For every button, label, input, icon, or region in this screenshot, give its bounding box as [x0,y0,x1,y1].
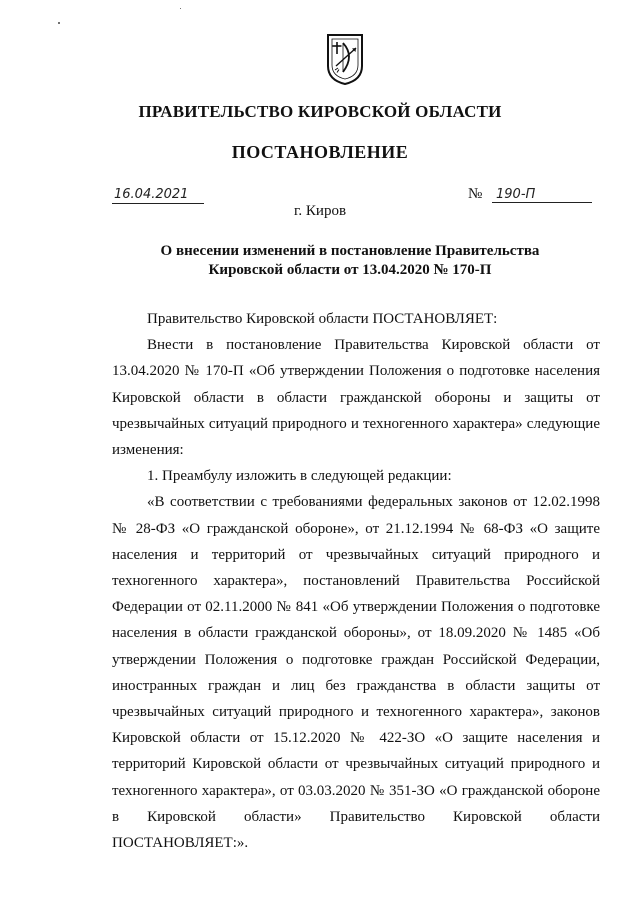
coat-of-arms-emblem [325,32,365,86]
document-date: 16.04.2021 [112,187,204,204]
document-city: г. Киров [293,203,347,219]
number-sign: № [468,186,483,202]
document-heading [60,242,640,280]
document-type-title: ПОСТАНОВЛЕНИЕ [231,142,409,162]
scan-artifact [58,22,60,24]
document-number: 190-П [492,188,592,203]
paragraph-amendment: Внести в постановление Правительства Кировской области от 13.04.2020 № 170-П «Об утверждении Положения о подготовке населения Кировской области в области гражданской обороны и защиты от чрезвычайных ситуаций природного и техногенного характера» следующие изменения: [112,337,600,459]
heading-line-2: Кировской области от 13.04.2020 № 170-П [208,262,492,278]
paragraph-resolves: Правительство Кировской области ПОСТАНОВЛЯЕТ: [147,311,498,327]
heading-line-1: О внесении изменений в постановление Правительства [160,243,540,259]
paragraph-preamble: «В соответствии с требованиями федеральных законов от 12.02.1998 № 28-ФЗ «О гражданской обороне», от 21.12.1994 № 68-ФЗ «О защите населения и территорий от чрезвычайных ситуаций природного и техногенного характера», постановлений Правительства Российской Федерации от 02.11.2000 № 841 «Об утверждении Положения о подготовке населения в области гражданской обороны», от 18.09.2020 № 1485 «Об утверждении Положения о подготовке граждан Российской Федерации, иностранных граждан и лиц без гражданства в области защиты от чрезвычайных ситуаций природного и техногенного характера», законов Кировской области от 15.12.2020 № 422-ЗО «О защите населения и территорий Кировской области от чрезвычайных ситуаций природного и техногенного характера», от 03.03.2020 № 351-ЗО «О гражданской обороне в Кировской области» Правительство Кировской области ПОСТАНОВЛЯЕТ:». [112,494,600,852]
scan-artifact [180,8,181,9]
organization-title: ПРАВИТЕЛЬСТВО КИРОВСКОЙ ОБЛАСТИ [138,102,502,121]
document-number-block [468,185,598,203]
paragraph-item-1: 1. Преамбулу изложить в следующей редакции: [147,468,452,485]
document-body [112,306,600,856]
